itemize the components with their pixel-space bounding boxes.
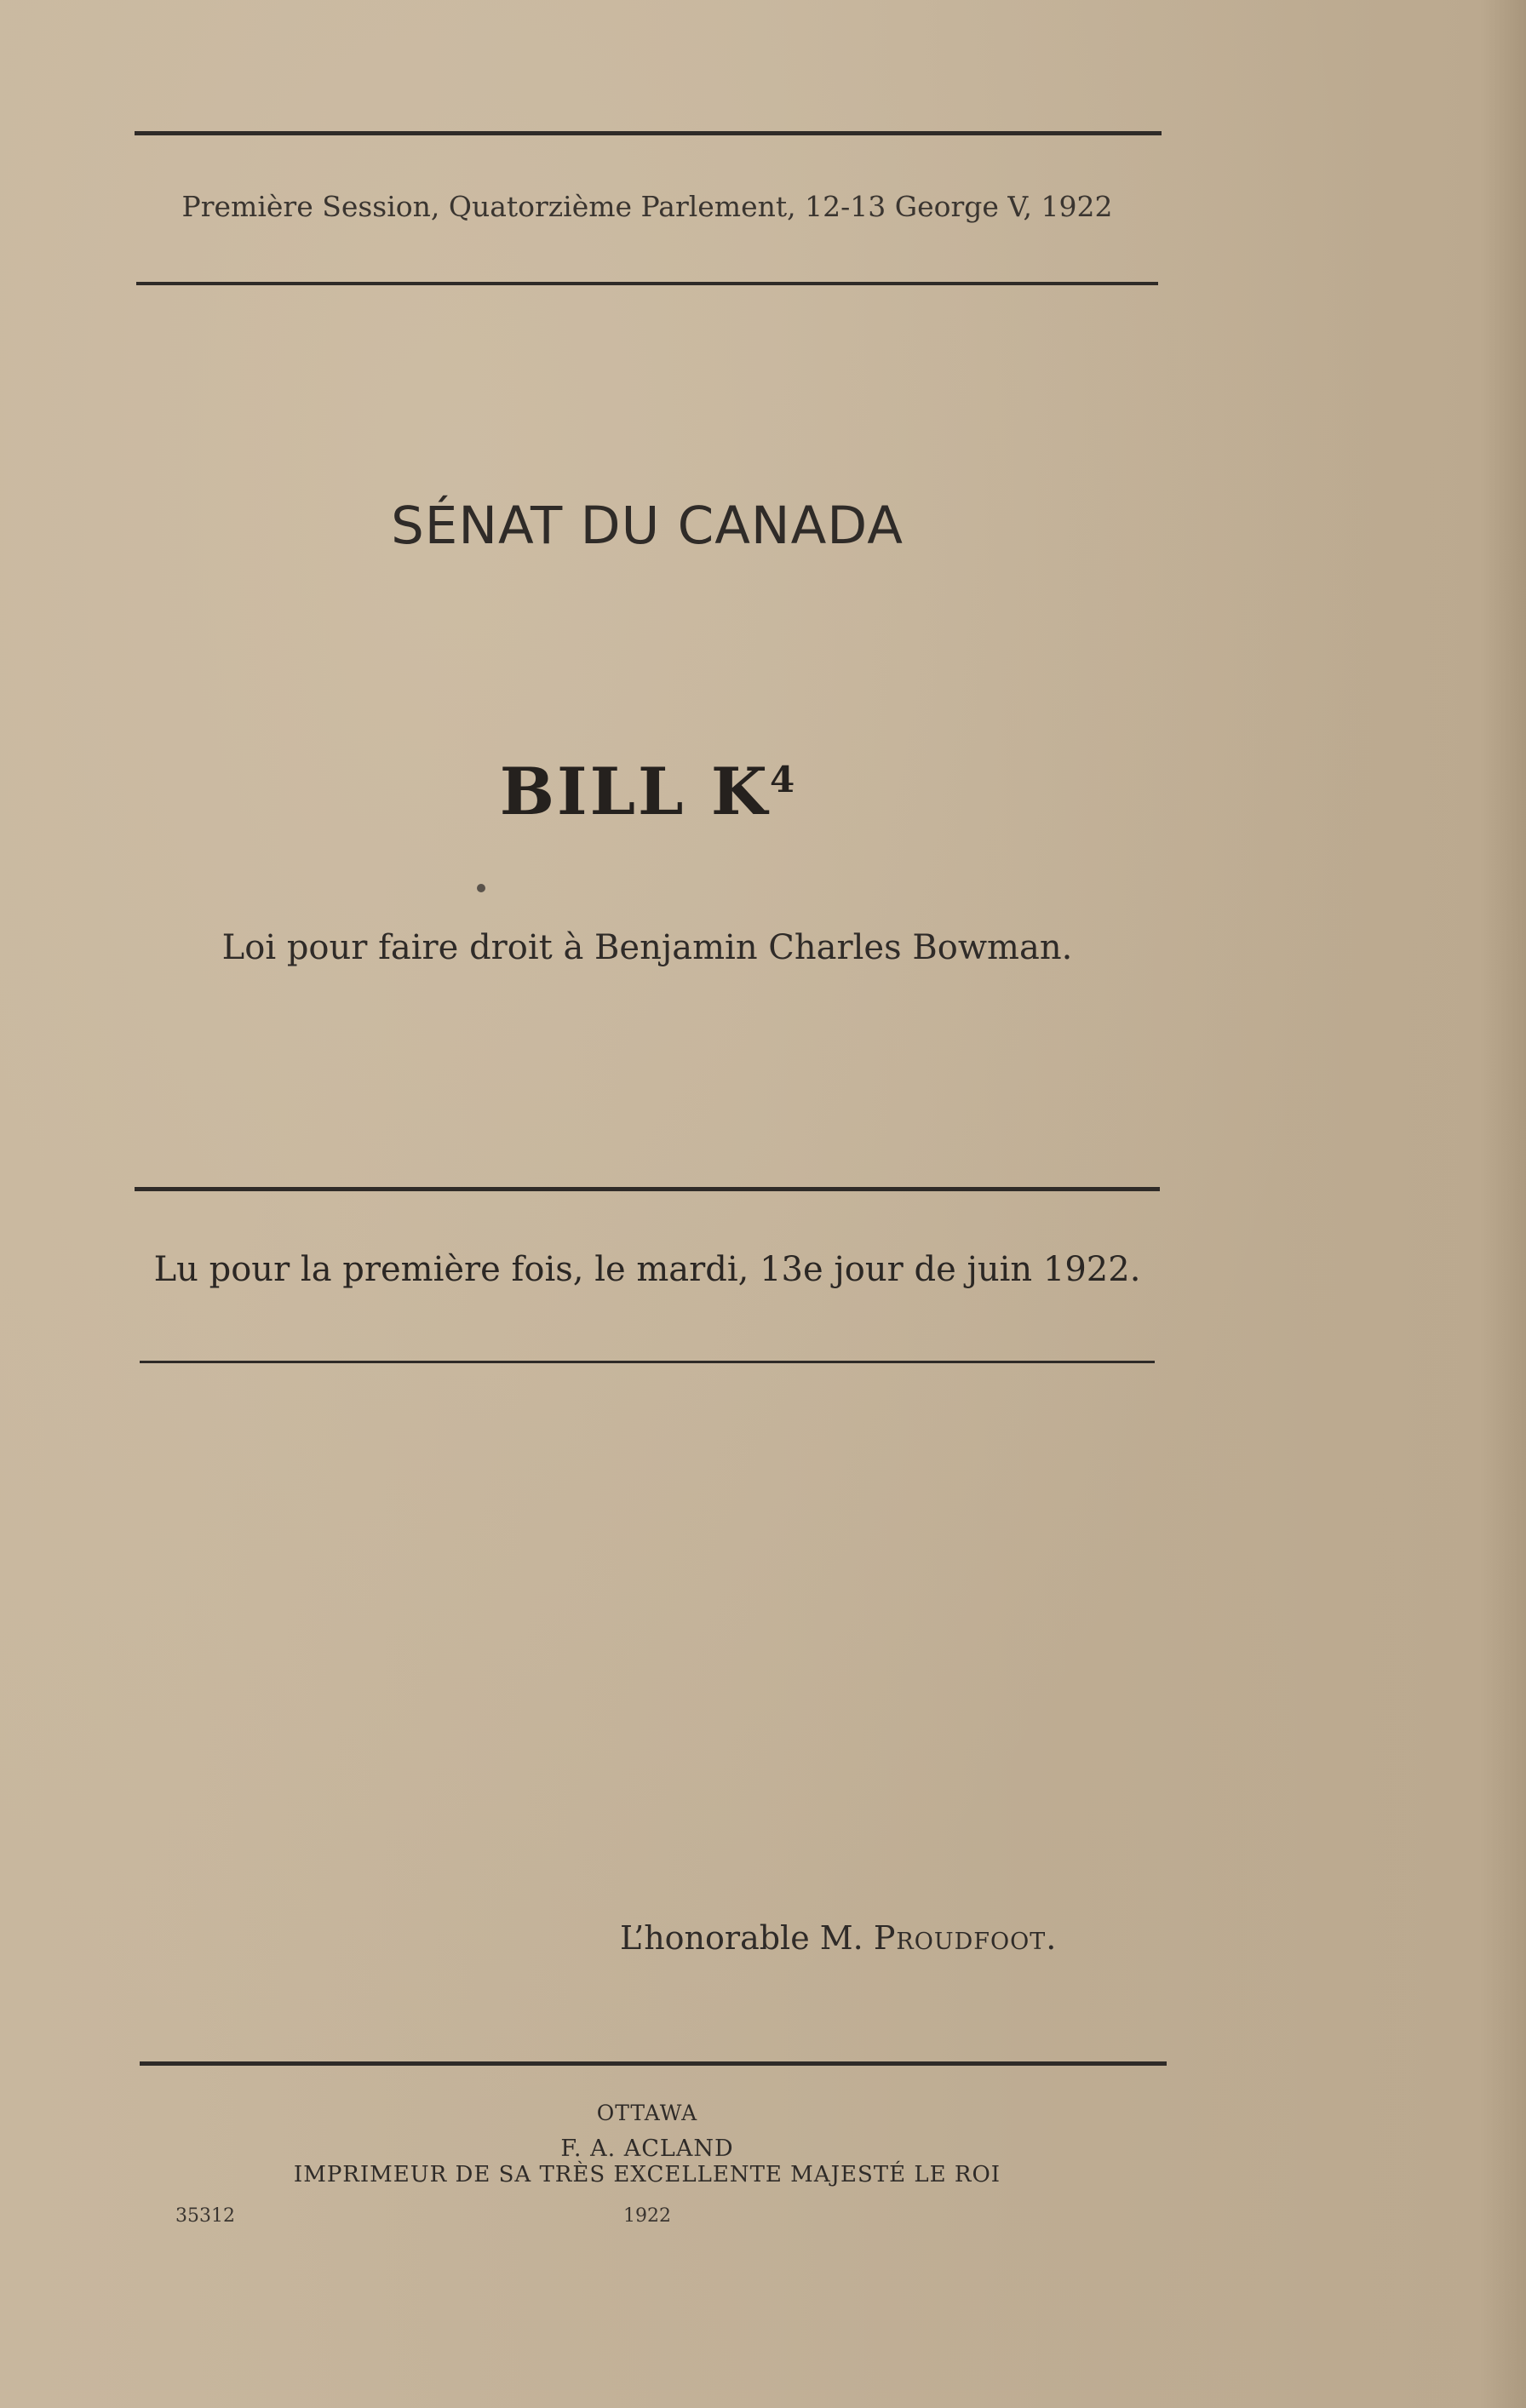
imprint-year: 1922 xyxy=(623,2205,671,2227)
header-bottom-rule xyxy=(136,282,1158,285)
imprint-top-rule xyxy=(140,2061,1167,2066)
title-bottom-rule xyxy=(135,1187,1160,1191)
bill-number xyxy=(136,754,1158,829)
bill-superscript: 4 xyxy=(769,759,795,800)
bill-label: BILL K xyxy=(499,754,770,829)
sponsor-line xyxy=(620,1919,1057,1957)
first-reading-line: Lu pour la première fois, le mardi, 13e jour de juin 1922. xyxy=(153,1250,1141,1289)
imprint-city: OTTAWA xyxy=(596,2101,698,2125)
print-code: 35312 xyxy=(175,2205,235,2227)
bill-title: Loi pour faire droit à Benjamin Charles Bowman. xyxy=(221,928,1073,967)
session-line: Première Session, Quatorzième Parlement, 12-13 George V, 1922 xyxy=(181,190,1113,223)
top-rule xyxy=(135,131,1162,135)
imprint-printer: F. A. ACLAND xyxy=(560,2136,734,2162)
sponsor-name: Proudfoot. xyxy=(873,1919,1058,1957)
sponsor-prefix: L’honorable M. xyxy=(620,1919,874,1957)
imprint-printer-title: IMPRIMEUR DE SA TRÈS EXCELLENTE MAJESTÉ LE ROI xyxy=(293,2162,1001,2187)
senate-heading: SÉNAT DU CANADA xyxy=(391,496,904,556)
reading-bottom-rule xyxy=(140,1361,1155,1363)
ornament-dot xyxy=(477,884,485,892)
